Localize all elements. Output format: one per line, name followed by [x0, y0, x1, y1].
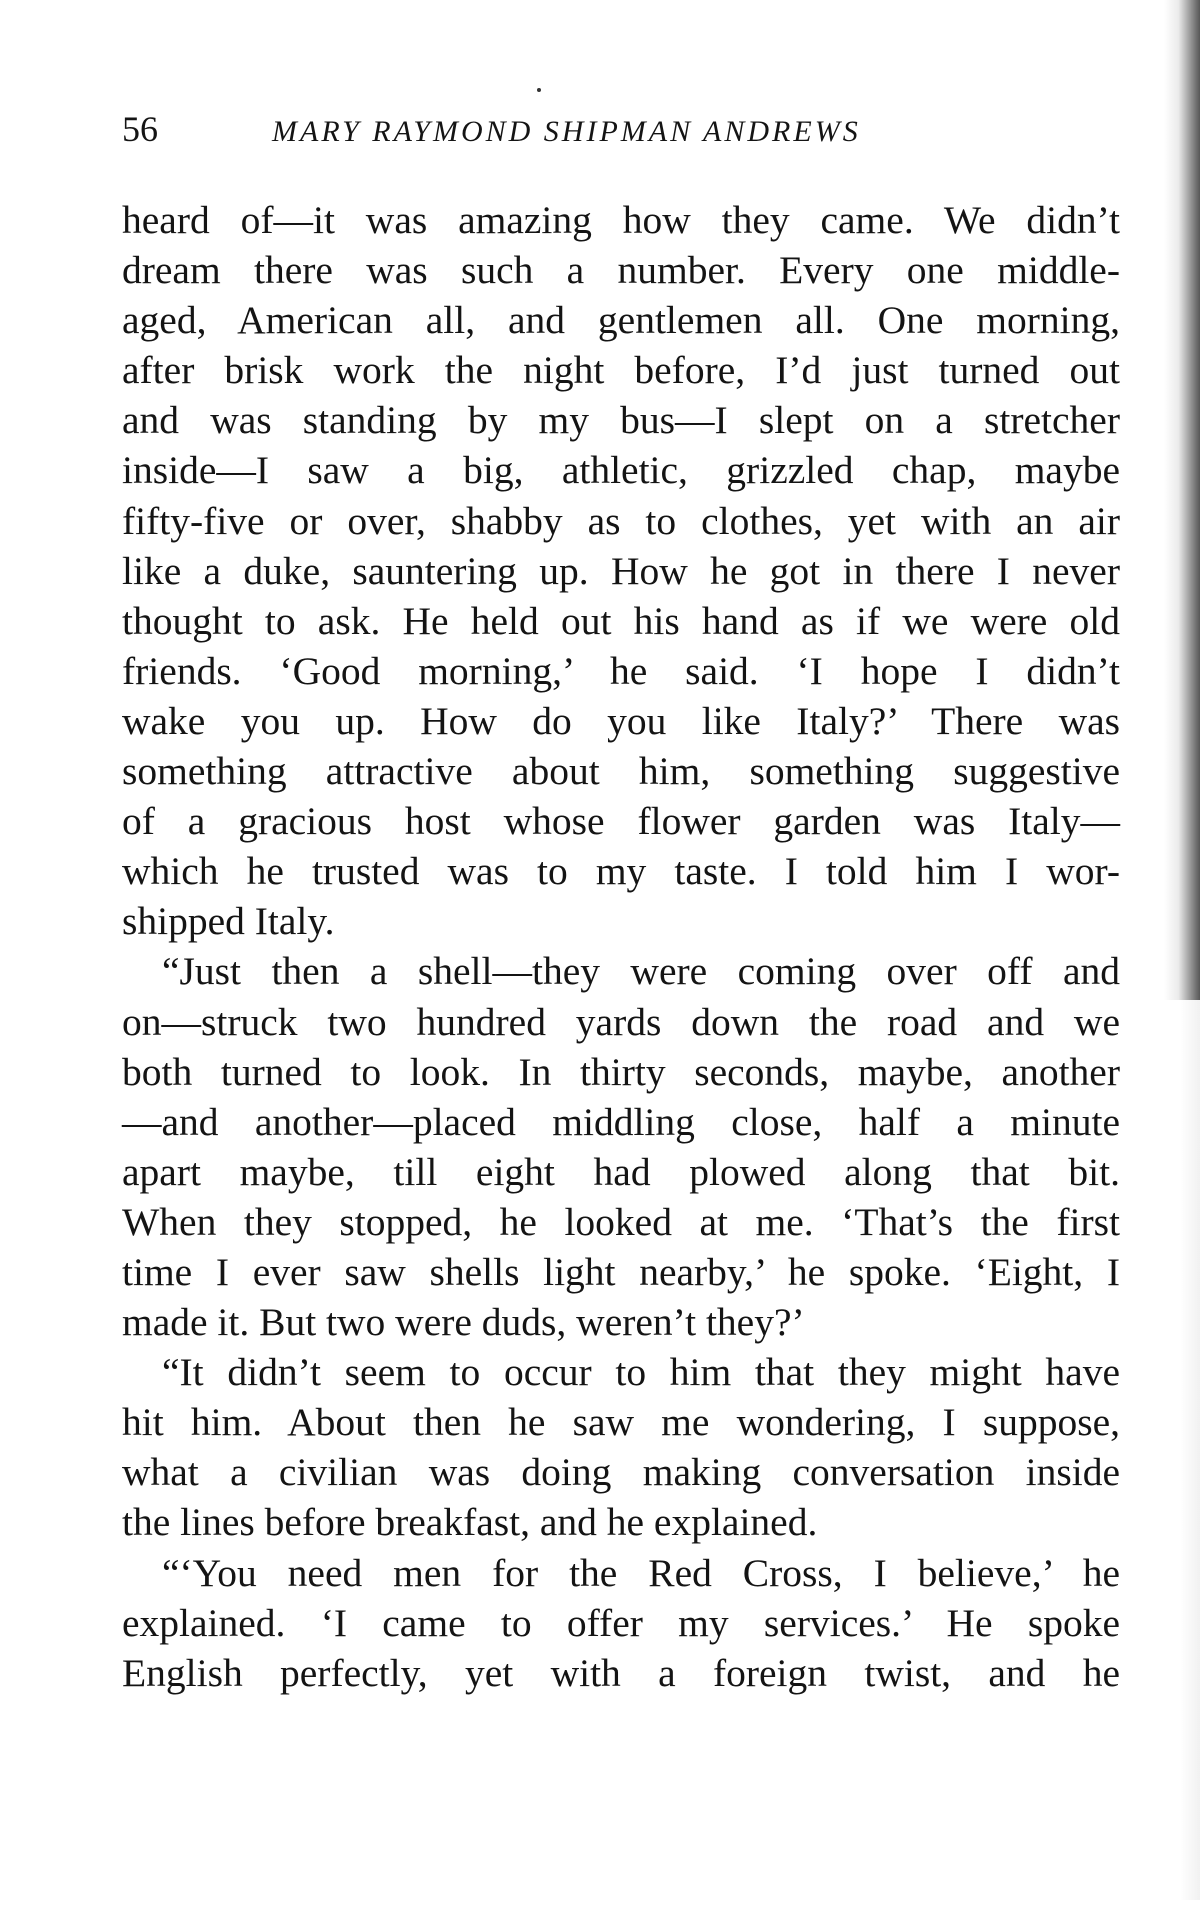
text-line: the lines before breakfast, and he explained. — [122, 1500, 818, 1545]
text-line: of a gracious host whose flower garden was Italy— — [122, 799, 1120, 844]
text-line: “Just then a shell—they were coming over off and — [162, 949, 1120, 994]
text-line: which he trusted was to my taste. I told him I wor- — [122, 849, 1120, 894]
text-line: “It didn’t seem to occur to him that they might have — [162, 1350, 1120, 1395]
text-line: aged, American all, and gentlemen all. One morning, — [122, 298, 1120, 343]
text-line: fifty-five or over, shabby as to clothes, yet with an air — [122, 498, 1120, 543]
text-line: explained. ‘I came to offer my services.’ He spoke — [122, 1600, 1120, 1645]
text-line: made it. But two were duds, weren’t they?’ — [122, 1300, 805, 1345]
text-line: wake you up. How do you like Italy?’ There was — [122, 698, 1120, 743]
text-line: When they stopped, he looked at me. ‘That’s the first — [122, 1199, 1120, 1244]
text-line: “‘You need men for the Red Cross, I believe,’ he — [162, 1550, 1120, 1595]
text-line: both turned to look. In thirty seconds, maybe, another — [122, 1049, 1120, 1094]
text-line: English perfectly, yet with a foreign twist, and he — [122, 1650, 1120, 1695]
text-line: apart maybe, till eight had plowed along that bit. — [122, 1149, 1120, 1194]
text-line: after brisk work the night before, I’d just turned out — [122, 348, 1120, 393]
text-line: inside—I saw a big, athletic, grizzled chap, maybe — [122, 448, 1120, 493]
text-line: friends. ‘Good morning,’ he said. ‘I hope I didn’t — [122, 648, 1120, 693]
text-line: and was standing by my bus—I slept on a stretcher — [122, 398, 1120, 443]
page-edge-shadow — [1164, 0, 1200, 1000]
text-line: time I ever saw shells light nearby,’ he spoke. ‘Eight, I — [122, 1249, 1120, 1294]
text-line: shipped Italy. — [122, 899, 335, 944]
body-text — [122, 195, 1120, 1698]
text-line: —and another—placed middling close, half a minute — [122, 1099, 1120, 1144]
running-title: MARY RAYMOND SHIPMAN ANDREWS — [272, 115, 861, 148]
text-line: hit him. About then he saw me wondering, I suppose, — [122, 1400, 1120, 1445]
page-number: 56 — [122, 109, 158, 149]
text-line: something attractive about him, something suggestive — [122, 749, 1120, 794]
running-head — [122, 108, 1122, 156]
text-line: on—struck two hundred yards down the road and we — [122, 999, 1120, 1044]
text-line: thought to ask. He held out his hand as if we were old — [122, 598, 1120, 643]
text-line: heard of—it was amazing how they came. We didn’t — [122, 198, 1120, 242]
text-line: what a civilian was doing making conversation inside — [122, 1450, 1120, 1495]
text-line: like a duke, sauntering up. How he got in there I never — [122, 548, 1120, 593]
ink-speck — [537, 88, 541, 92]
text-line: dream there was such a number. Every one middle- — [122, 248, 1120, 293]
page-edge-shadow-lower — [1180, 1000, 1200, 1900]
